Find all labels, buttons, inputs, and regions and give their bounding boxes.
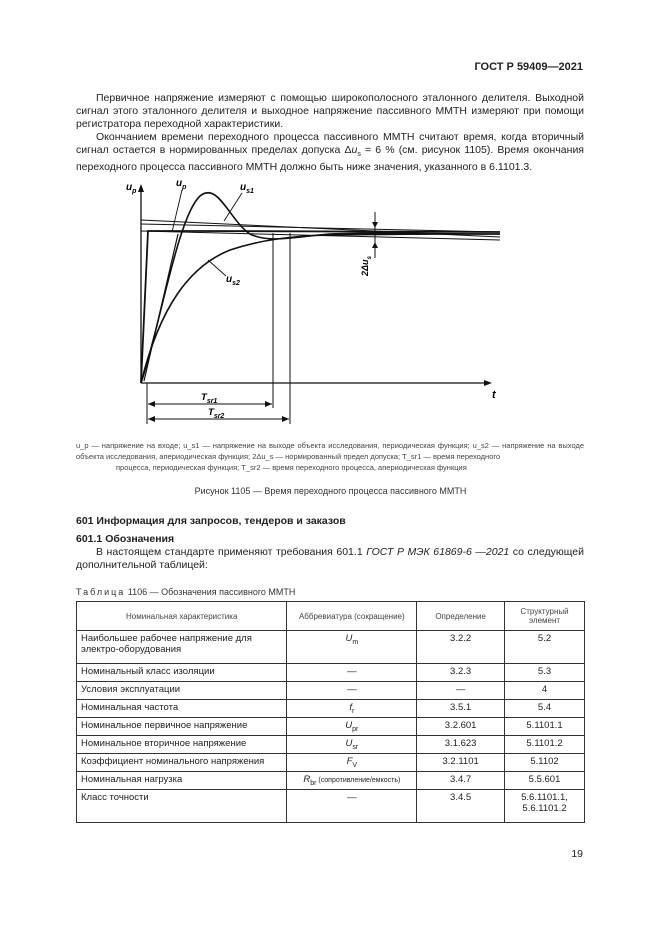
paragraph-2-symbol: u: [351, 144, 358, 156]
cell-characteristic: [77, 700, 287, 718]
abbreviation-subscript: r: [351, 707, 355, 715]
abbreviation-subscript: br: [310, 779, 317, 787]
curve-us1: [141, 193, 500, 383]
tsr2-arrow-right: [282, 416, 289, 422]
intro-part-c: со следующей дополнительной таблицей:: [76, 546, 584, 571]
tolerance-label: $2\Delta u_s$: [360, 255, 373, 276]
definition-text: 3.2.3: [450, 666, 472, 677]
table-row: [77, 682, 585, 700]
characteristic-text: Класс точности: [81, 792, 149, 803]
abbreviation-symbol: f: [349, 702, 352, 713]
table-row: [77, 772, 585, 790]
definition-text: 3.4.7: [450, 774, 472, 785]
table-row: [77, 631, 585, 664]
figure-caption: Рисунок 1105 — Время переходного процесса пассивного ММТН: [194, 486, 467, 496]
definition-text: —: [455, 684, 466, 695]
cell-element: [505, 700, 585, 718]
abbreviation-note: (сопротивление/емкость): [316, 777, 401, 784]
definition-text: 3.2.601: [444, 720, 477, 731]
cell-element: [505, 736, 585, 754]
table-row: [77, 718, 585, 736]
x-axis-label: t: [492, 389, 496, 401]
cell-definition: [417, 718, 505, 736]
curve-up-label: $u_p$: [176, 178, 187, 191]
cell-abbreviation: [287, 682, 417, 700]
cell-definition: [417, 664, 505, 682]
cell-element: [505, 682, 585, 700]
page-number: 19: [571, 848, 583, 860]
element-text: 5.6.1101.1, 5.6.1101.2: [521, 792, 568, 814]
table-row: [77, 790, 585, 823]
cell-element: [505, 664, 585, 682]
cell-definition: [417, 682, 505, 700]
cell-characteristic: [77, 718, 287, 736]
abbreviation-symbol: U: [345, 633, 353, 644]
table-caption: [76, 587, 295, 597]
element-text: 5.2: [537, 633, 552, 644]
tsr2-label: $T_{sr2}$: [208, 407, 225, 420]
cell-abbreviation: [287, 790, 417, 823]
header-characteristic: Номинальная характеристика: [77, 602, 287, 631]
abbreviation-subscript: sr: [352, 743, 359, 751]
cell-abbreviation: [287, 772, 417, 790]
curve-up-leader: [172, 190, 182, 232]
cell-characteristic: [77, 664, 287, 682]
tsr1-arrow-left: [148, 401, 155, 407]
characteristic-text: Номинальная частота: [81, 702, 179, 713]
table-caption-title: 1106 — Обозначения пассивного ММТН: [125, 587, 296, 597]
legend-line-1: u_p — напряжение на входе; u_s1 — напряжение на выходе объекта исследования, периодическая функция; u_s2 — напряжение на выходе объекта исследования, апериодическая функция; 2Δu_s — нормированный предел допуска; T_sr1 — время переходного: [76, 441, 584, 461]
x-axis-arrow: [484, 380, 492, 386]
abbreviation-subscript: m: [352, 638, 359, 646]
element-text: 5.1102: [530, 756, 559, 767]
tolerance-arrow-bottom: [372, 242, 378, 248]
cell-characteristic: [77, 736, 287, 754]
paragraph-2: [76, 131, 584, 174]
legend-line-2: процесса, периодическая функция; T_sr2 — время переходного процесса, апериодическая функция: [116, 463, 467, 472]
cell-definition: [417, 700, 505, 718]
y-axis-arrow: [138, 184, 144, 192]
abbreviation-symbol: U: [345, 738, 353, 749]
abbreviation-symbol: —: [347, 684, 357, 695]
characteristic-text: Условия эксплуатации: [81, 684, 181, 695]
intro-paragraph: [76, 546, 584, 572]
table-row: [77, 754, 585, 772]
characteristic-text: Номинальная нагрузка: [81, 774, 183, 785]
abbreviation-subscript: V: [352, 761, 358, 769]
cell-definition: [417, 736, 505, 754]
characteristic-text: Коэффициент номинального напряжения: [81, 756, 265, 767]
abbreviation-symbol: R: [303, 774, 311, 785]
table-body: [77, 631, 585, 823]
element-text: 5.1101.2: [526, 738, 563, 749]
intro-part-a: В настоящем стандарте применяют требования 601.1: [96, 546, 367, 558]
cell-element: [505, 754, 585, 772]
header-element: Структурный элемент: [505, 602, 585, 631]
cell-abbreviation: [287, 736, 417, 754]
abbreviation-symbol: U: [345, 720, 353, 731]
table-row: [77, 664, 585, 682]
document-header: ГОСТ Р 59409—2021: [474, 61, 583, 73]
abbreviation-symbol: —: [347, 666, 357, 677]
paragraph-2-symbol-sub: s: [357, 151, 361, 159]
definition-text: 3.2.2: [450, 633, 472, 644]
intro-standard-ref: ГОСТ Р МЭК 61869-6 —2021: [366, 546, 510, 558]
element-text: 5.4: [537, 702, 552, 713]
curve-us2-label: $u_{s2}$: [226, 274, 240, 287]
cell-abbreviation: [287, 718, 417, 736]
curve-us2: [141, 234, 500, 383]
cell-abbreviation: [287, 754, 417, 772]
paragraph-2-part-a: Окончанием времени переходного процесса пассивного ММТН считают время, когда вторичный сигнал остается в нормированных пределах допуска Δ: [76, 131, 584, 156]
y-axis-label: $u_p$: [126, 182, 137, 195]
transient-figure: [100, 176, 540, 420]
table-header-row: [77, 602, 585, 631]
tolerance-arrow-top: [372, 222, 378, 228]
section-601-1-heading: 601.1 Обозначения: [76, 533, 175, 545]
cell-definition: [417, 772, 505, 790]
cell-definition: [417, 631, 505, 664]
definition-text: 3.4.5: [450, 792, 472, 803]
tsr1-arrow-right: [265, 401, 272, 407]
characteristic-text: Номинальный класс изоляции: [81, 666, 215, 677]
section-601-heading: 601 Информация для запросов, тендеров и заказов: [76, 515, 346, 527]
designations-table: [76, 601, 585, 823]
cell-definition: [417, 754, 505, 772]
cell-element: [505, 772, 585, 790]
abbreviation-symbol: —: [347, 792, 357, 803]
cell-characteristic: [77, 754, 287, 772]
curve-up: [141, 231, 500, 383]
definition-text: 3.2.1101: [442, 756, 479, 767]
table-caption-word: Таблица: [76, 587, 126, 597]
cell-characteristic: [77, 682, 287, 700]
definition-text: 3.1.623: [444, 738, 477, 749]
table-row: [77, 700, 585, 718]
element-text: 5.1101.1: [526, 720, 563, 731]
characteristic-text: Номинальное первичное напряжение: [81, 720, 248, 731]
cell-characteristic: [77, 631, 287, 664]
definition-text: 3.5.1: [450, 702, 472, 713]
cell-element: [505, 718, 585, 736]
curve-us1-label: $u_{s1}$: [240, 182, 254, 195]
cell-abbreviation: [287, 631, 417, 664]
figure-legend: [76, 440, 584, 473]
paragraph-2-part-b: = 6 % (см. рисунок 1105). Время окончания переходного процесса пассивного ММТН должно быть ниже значения, указанного в 6.1101.3.: [76, 144, 584, 174]
header-abbreviation: Аббревиатура (сокращение): [287, 602, 417, 631]
tsr2-arrow-left: [148, 416, 155, 422]
curve-us2-leader: [208, 260, 226, 276]
cell-element: [505, 631, 585, 664]
table-row: [77, 736, 585, 754]
cell-abbreviation: [287, 664, 417, 682]
element-text: 5.5.601: [528, 774, 561, 785]
element-text: 5.3: [537, 666, 552, 677]
abbreviation-symbol: F: [346, 756, 353, 767]
curve-ramp: [144, 234, 178, 381]
cell-characteristic: [77, 772, 287, 790]
abbreviation-subscript: pr: [352, 725, 359, 733]
characteristic-text: Наибольшее рабочее напряжение для электро-оборудования: [81, 633, 252, 655]
header-definition: Определение: [417, 602, 505, 631]
element-text: 4: [541, 684, 548, 695]
cell-abbreviation: [287, 700, 417, 718]
cell-definition: [417, 790, 505, 823]
paragraph-1: Первичное напряжение измеряют с помощью широкополосного эталонного делителя. Выходной сигнал этого эталонного делителя и выходное напряжение пассивного ММТН измеряют при помощи регистратора переходной характеристики.: [76, 92, 584, 130]
characteristic-text: Номинальное вторичное напряжение: [81, 738, 247, 749]
cell-characteristic: [77, 790, 287, 823]
cell-element: [505, 790, 585, 823]
tsr1-label: $T_{sr1}$: [201, 392, 218, 405]
